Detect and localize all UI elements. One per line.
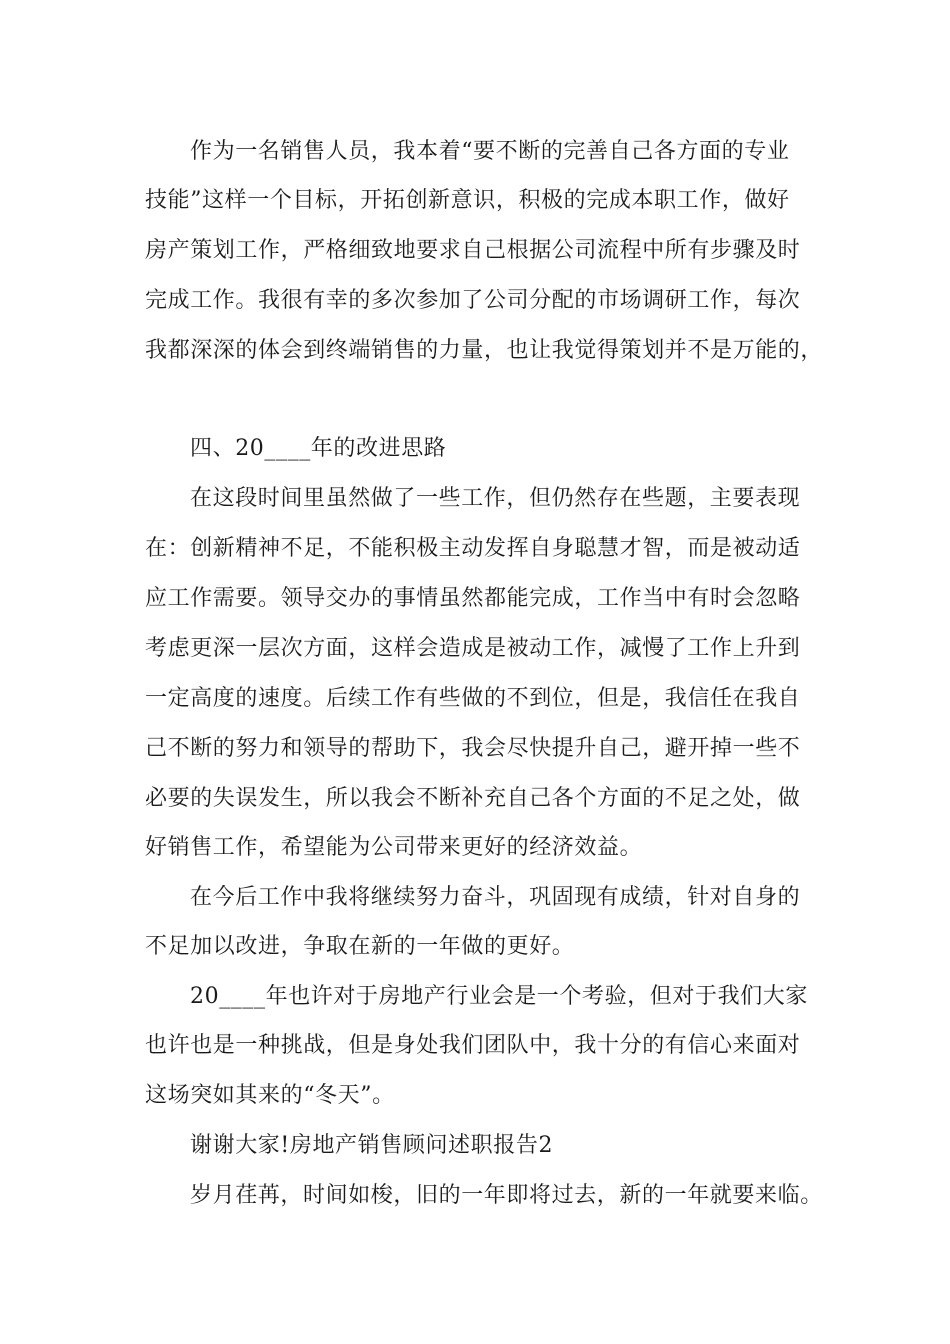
paragraph-line: 技能”这样一个目标，开拓创新意识，积极的完成本职工作，做好 <box>145 188 790 213</box>
paragraph-line: 应工作需要。领导交办的事情虽然都能完成，工作当中有时会忽略 <box>145 586 801 611</box>
paragraph-line: 岁月荏苒，时间如梭，旧的一年即将过去，新的一年就要来临。 <box>190 1183 823 1208</box>
paragraph-line: 我都深深的体会到终端销售的力量，也让我觉得策划并不是万能的， <box>145 338 824 363</box>
paragraph-line: 一定高度的速度。后续工作有些做的不到位，但是，我信任在我自 <box>145 686 801 711</box>
section-heading: 谢谢大家!房地产销售顾问述职报告2 <box>190 1133 554 1158</box>
paragraph-line: 必要的失误发生，所以我会不断补充自己各个方面的不足之处，做 <box>145 786 801 811</box>
paragraph-line: 好销售工作，希望能为公司带来更好的经济效益。 <box>145 835 643 860</box>
paragraph-line: 作为一名销售人员，我本着“要不断的完善自己各方面的专业 <box>190 139 790 164</box>
paragraph-line: 己不断的努力和领导的帮助下，我会尽快提升自己，避开掉一些不 <box>145 736 801 761</box>
paragraph-line: 在：创新精神不足，不能积极主动发挥自身聪慧才智，而是被动适 <box>145 536 801 561</box>
paragraph-line: 完成工作。我很有幸的多次参加了公司分配的市场调研工作，每次 <box>145 288 801 313</box>
paragraph-line: 在这段时间里虽然做了一些工作，但仍然存在些题，主要表现 <box>190 486 801 511</box>
paragraph-line: 考虑更深一层次方面，这样会造成是被动工作，减慢了工作上升到 <box>145 636 801 661</box>
paragraph-line: 20____年也许对于房地产行业会是一个考验，但对于我们大家 <box>190 984 808 1009</box>
paragraph-line: 这场突如其来的“冬天”。 <box>145 1083 395 1108</box>
paragraph-line: 不足加以改进，争取在新的一年做的更好。 <box>145 934 575 959</box>
paragraph-line: 在今后工作中我将继续努力奋斗，巩固现有成绩，针对自身的 <box>190 885 801 910</box>
section-heading: 四、20____年的改进思路 <box>190 436 447 461</box>
paragraph-line: 房产策划工作，严格细致地要求自己根据公司流程中所有步骤及时 <box>145 238 801 263</box>
paragraph-line: 也许也是一种挑战，但是身处我们团队中，我十分的有信心来面对 <box>145 1033 801 1058</box>
